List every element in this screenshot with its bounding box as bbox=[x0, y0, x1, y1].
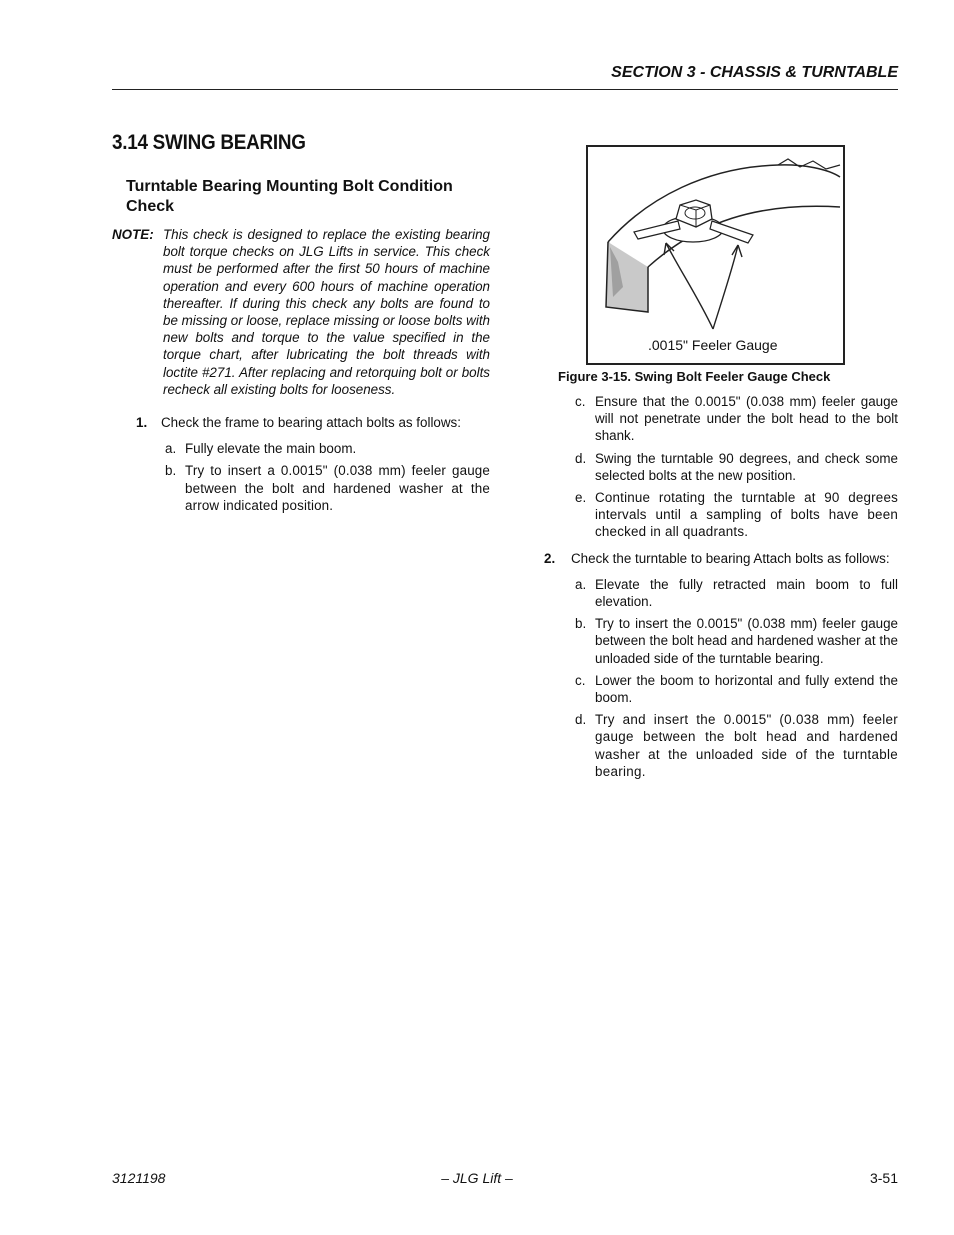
step-1-item-d bbox=[575, 450, 898, 484]
step-2 bbox=[544, 550, 898, 567]
step-1-item-e bbox=[575, 489, 898, 541]
note-text: This check is designed to replace the existing bearing bolt torque checks on JLG Lifts in service. This check must be performed after the first 50 hours of machine operation and every 600 hours of machine operation thereafter. If during this check any bolts are found to be missing or loose, replace missing or loose bolts with new bolts and torque to the value specified in the torque chart, after lubricating the bolt threads with loctite #271. After replacing and retorquing bolt or bolts recheck all existing bolts for looseness. bbox=[163, 227, 490, 397]
item-letter: d. bbox=[575, 712, 587, 728]
step-2-text: Check the turntable to bearing Attach bolts as follows: bbox=[571, 550, 890, 566]
footer-center: – JLG Lift – bbox=[441, 1170, 513, 1186]
item-text: Ensure that the 0.0015" (0.038 mm) feeler gauge will not penetrate under the bolt head to the bolt shank. bbox=[595, 394, 898, 444]
figure-callout-label: .0015" Feeler Gauge bbox=[648, 337, 778, 353]
right-column bbox=[544, 131, 898, 780]
item-letter: a. bbox=[165, 441, 177, 457]
subsection-title: Turntable Bearing Mounting Bolt Condition Check bbox=[126, 178, 453, 215]
step-2-item-b bbox=[575, 615, 898, 667]
item-letter: b. bbox=[165, 463, 177, 479]
item-text: Try to insert a 0.0015" (0.038 mm) feeler gauge between the bolt and hardened washer at the arrow indicated position. bbox=[185, 463, 490, 513]
header-rule bbox=[112, 89, 898, 90]
section-header: SECTION 3 - CHASSIS & TURNTABLE bbox=[611, 64, 898, 81]
item-text: Try to insert the 0.0015" (0.038 mm) feeler gauge between the bolt head and hardened washer at the unloaded side of the turntable bearing. bbox=[595, 616, 898, 666]
item-letter: b. bbox=[575, 616, 587, 632]
footer-doc-number: 3121198 bbox=[112, 1170, 166, 1186]
item-text: Continue rotating the turntable at 90 degrees intervals until a sampling of bolts have been checked in all quadrants. bbox=[595, 490, 898, 540]
item-text: Elevate the fully retracted main boom to full elevation. bbox=[595, 576, 898, 610]
item-text: Lower the boom to horizontal and fully extend the boom. bbox=[595, 672, 898, 706]
item-letter: d. bbox=[575, 450, 587, 466]
bearing-bolt-drawing bbox=[588, 147, 843, 363]
step-1-text: Check the frame to bearing attach bolts as follows: bbox=[161, 415, 461, 431]
step-1 bbox=[136, 414, 490, 431]
step-1-item-b bbox=[165, 462, 490, 514]
step-1-number: 1. bbox=[136, 415, 148, 431]
section-title: 3.14 SWING BEARING bbox=[112, 131, 306, 154]
left-column bbox=[112, 131, 490, 514]
step-1-item-a bbox=[165, 440, 490, 457]
item-text: Try and insert the 0.0015" (0.038 mm) feeler gauge between the bolt head and hardened washer at the unloaded side of the turntable bearing. bbox=[595, 712, 898, 779]
item-letter: c. bbox=[575, 672, 586, 688]
step-2-item-d bbox=[575, 711, 898, 780]
note-block bbox=[112, 226, 490, 398]
item-letter: c. bbox=[575, 394, 586, 409]
step-2-item-a bbox=[575, 576, 898, 610]
step-1-item-c bbox=[575, 393, 898, 445]
figure-illustration bbox=[586, 145, 845, 365]
item-text: Swing the turntable 90 degrees, and check some selected bolts at the new position. bbox=[595, 450, 898, 483]
note-label: NOTE: bbox=[112, 227, 154, 242]
item-letter: a. bbox=[575, 576, 587, 592]
item-text: Fully elevate the main boom. bbox=[185, 441, 357, 457]
figure-caption: Figure 3-15. Swing Bolt Feeler Gauge Check bbox=[558, 369, 831, 384]
step-2-item-c bbox=[575, 672, 898, 706]
step-2-number: 2. bbox=[544, 550, 556, 566]
footer-page-number: 3-51 bbox=[869, 1170, 898, 1186]
item-letter: e. bbox=[575, 490, 587, 506]
